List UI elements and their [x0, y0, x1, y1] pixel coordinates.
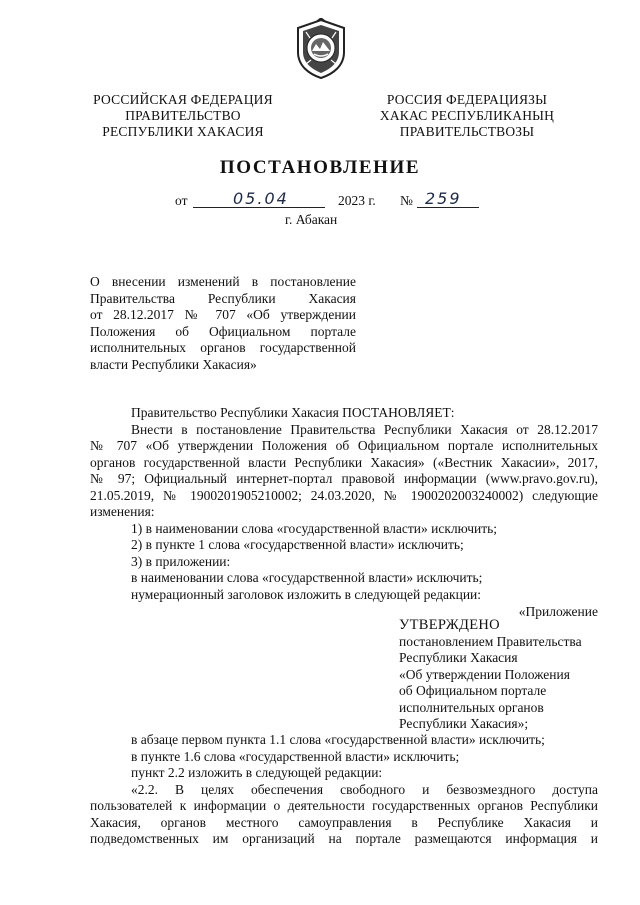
subject-line: власти Республики Хакасия» [90, 356, 257, 372]
body-tail [90, 732, 598, 848]
main-line: изменения: [90, 504, 155, 519]
date-number-line [175, 189, 495, 211]
decree-line: Правительство Республики Хакасия ПОСТАНОВЛЯЕТ: [131, 405, 455, 420]
list-item: 1) в наименовании слова «государственной власти» исключить; [131, 520, 498, 536]
approved-line: Республики Хакасия [399, 650, 518, 665]
clause-line: пользователей к информации о деятельности государственных органов Республики [90, 798, 598, 813]
tail-item: в пункте 1.6 слова «государственной власти» исключить; [131, 748, 460, 764]
header-right-khakas [372, 92, 562, 140]
handwritten-date: 05.04 [233, 189, 289, 208]
approved-heading: УТВЕРЖДЕНО [399, 617, 500, 633]
approved-line: исполнительных органов [399, 699, 544, 715]
tail-item: в абзаце первом пункта 1.1 слова «государственной власти» исключить; [131, 732, 545, 747]
main-line: 21.05.2019, № 1900201905210002; 24.03.2020, № 1900202003240002) следующие [90, 487, 598, 503]
list-item: в наименовании слова «государственной власти» исключить; [131, 570, 483, 585]
year-label: 2023 г. [338, 193, 376, 208]
document-title: ПОСТАНОВЛЕНИЕ [219, 157, 421, 178]
subject-line: исполнительных органов государственной [90, 340, 356, 355]
header-right-line: ХАКАС РЕСПУБЛИКАНЫҢ [379, 108, 555, 123]
subject-line: О внесении изменений в постановление [90, 274, 356, 289]
list-item: нумерационный заголовок изложить в следующей редакции: [131, 586, 482, 602]
city-label: г. Абакан [285, 212, 338, 227]
clause-line: «2.2. В целях обеспечения свободного и безвозмездного доступа [131, 781, 598, 797]
approved-line: «Об утверждении Положения [399, 666, 570, 682]
approved-block [399, 617, 599, 733]
subject-line: Положения об Официальном портале [90, 323, 356, 339]
header-left-line: ПРАВИТЕЛЬСТВО [125, 108, 241, 123]
coat-of-arms-emblem-icon [292, 18, 350, 80]
header-left-ru [88, 92, 278, 140]
tail-item: пункт 2.2 изложить в следующей редакции: [131, 765, 383, 780]
main-line: № 707 «Об утверждении Положения об Официальном портале исполнительных [90, 438, 598, 453]
from-label: от [175, 193, 188, 208]
clause-line: подведомственных им организаций на портале размещаются информация и [90, 831, 598, 846]
approved-line: Республики Хакасия»; [399, 716, 529, 731]
approved-line: об Официальном портале [399, 683, 547, 698]
body-main [90, 405, 598, 621]
list-item: 2) в пункте 1 слова «государственной власти» исключить; [131, 537, 464, 552]
subject-block [90, 274, 356, 373]
handwritten-number: 259 [425, 189, 462, 208]
main-line: № 97; Официальный интернет-портал правовой информации (www.pravo.gov.ru), [90, 471, 598, 486]
list-item: 3) в приложении: [131, 553, 231, 569]
number-label: № [400, 193, 413, 208]
main-line: Внести в постановление Правительства Республики Хакасия от 28.12.2017 [131, 421, 598, 437]
header-right-line: ПРАВИТЕЛЬСТВОЗЫ [399, 124, 535, 139]
clause-line: Хакасия, органов местного самоуправления в Республике Хакасия и [90, 814, 598, 830]
subject-line: Правительства Республики Хакасия [90, 290, 356, 306]
header-left-line: РЕСПУБЛИКИ ХАКАСИЯ [102, 124, 264, 139]
appendix-quote: «Приложение [518, 604, 598, 619]
header-left-line: РОССИЙСКАЯ ФЕДЕРАЦИЯ [93, 92, 273, 107]
header-right-line: РОССИЯ ФЕДЕРАЦИЯЗЫ [386, 92, 548, 107]
approved-line: постановлением Правительства [399, 633, 582, 649]
subject-line: от 28.12.2017 № 707 «Об утверждении [90, 307, 356, 322]
main-line: органов государственной власти Республики Хакасия» («Вестник Хакасии», 2017, [90, 454, 598, 470]
